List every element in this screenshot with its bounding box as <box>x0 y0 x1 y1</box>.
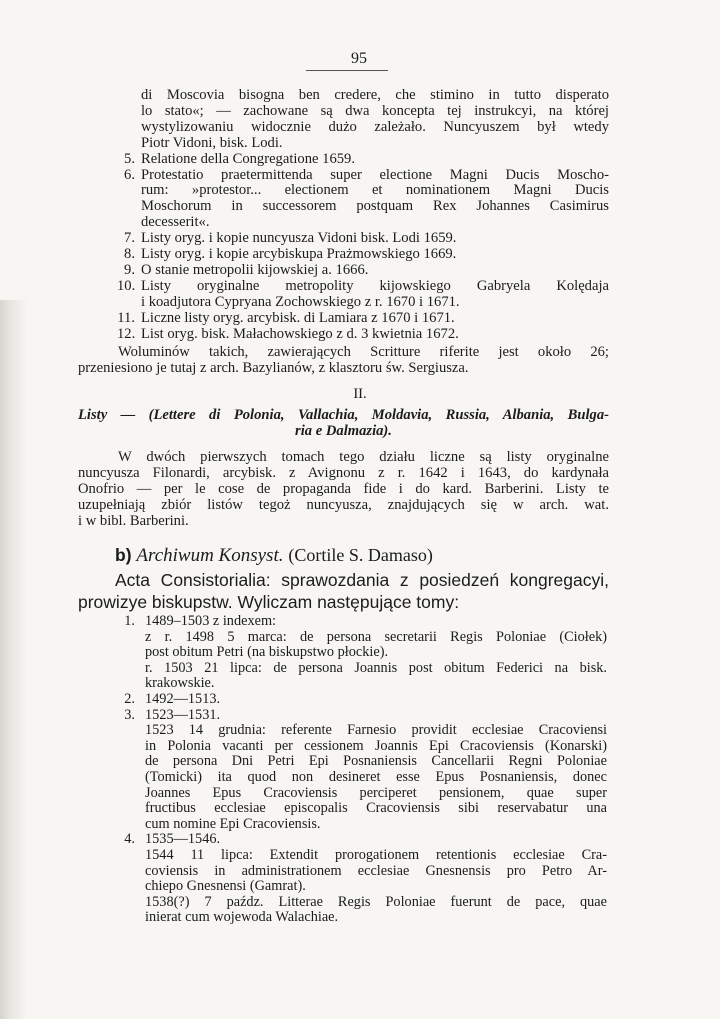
detail-line: cum nomine Epi Cracoviensis. <box>145 816 321 832</box>
detail-line: de persona Dni Petri Epi Posnaniensis Cancellarii Regni Poloniae <box>145 754 607 770</box>
volume-number: 2. <box>124 690 135 707</box>
section-subtitle: (Cortile S. Damaso) <box>288 545 433 565</box>
section-b-heading <box>115 545 609 567</box>
list-item <box>117 88 609 152</box>
list-item <box>117 327 609 343</box>
detail-line: z r. 1498 5 marca: de persona secretarii Regis Poloniae (Ciołek) <box>145 629 607 645</box>
volume-number: 3. <box>124 706 135 723</box>
note-line: przeniesiono je tutaj z arch. Bazylianów, z klasztoru św. Sergiusza. <box>78 360 469 376</box>
note-line: Woluminów takich, zawierających Scritture riferite jest około 26; <box>118 345 609 360</box>
volume-title: 1492—1513. <box>145 690 221 707</box>
volumes-note <box>78 345 609 377</box>
paragraph-line: i w bibl. Barberini. <box>78 513 189 529</box>
entry-line: List oryg. bisk. Małachowskiego z d. 3 kwietnia 1672. <box>141 326 459 342</box>
detail-line: inierat cum wojewoda Walachiae. <box>145 910 339 926</box>
list-item <box>117 231 609 247</box>
entry-line: wystylizowaniu widocznie dużo zależało. Nuncyuszem był wtedy <box>141 119 609 135</box>
detail-line: r. 1503 21 lipca: de persona Joannis post obitum Federici na bisk. <box>145 660 607 676</box>
list-item <box>117 311 609 327</box>
volume-title: 1523—1531. <box>145 706 221 723</box>
volume-details <box>115 630 607 692</box>
section-paragraph <box>78 450 609 530</box>
list-item <box>117 279 609 311</box>
entry-line: di Moscovia bisogna ben credere, che stimino in tutto disperato <box>141 88 609 103</box>
list-item <box>117 247 609 263</box>
list-item <box>117 263 609 279</box>
page-number-rule <box>306 70 388 71</box>
detail-line: 1523 14 grudnia: referente Farnesio providit ecclesiae Cracoviensi <box>145 723 607 739</box>
entry-line: lo stato«; — zachowane są dwa koncepta tej instrukcyi, na której <box>141 103 609 119</box>
volume-details <box>115 723 607 832</box>
heading-line: ria e Dalmazia). <box>295 423 392 439</box>
entry-number: 12. <box>117 325 136 342</box>
paragraph-line: nuncyusza Filonardi, arcybisk. z Avignonu z r. 1642 i 1643, do kardynała <box>78 465 609 481</box>
intro-line: prowizye biskupstw. Wyliczam następujące tomy: <box>78 591 460 612</box>
detail-line: 1538(?) 7 paźdz. Litterae Regis Poloniae fuerunt de pace, quae <box>145 894 607 910</box>
detail-line: coviensis in administrationem ecclesiae Gnesnensis pro Petro Ar- <box>145 863 607 879</box>
entry-number: 10. <box>117 277 136 294</box>
section-marker: b) <box>115 545 132 565</box>
entry-line: rum: »protestor... electionem et nominationem Magni Ducis <box>141 183 609 199</box>
list-item <box>117 168 609 232</box>
detail-line: krakowskie. <box>145 676 215 692</box>
detail-line: (Tomicki) ita quod non desineret esse Epus Posnaniensis, donec <box>145 769 607 785</box>
list-item <box>115 614 607 630</box>
volume-number: 4. <box>124 831 135 848</box>
volume-details <box>115 848 607 926</box>
entry-line: Listy oryg. i kopie nuncyusza Vidoni bisk. Lodi 1659. <box>141 231 457 247</box>
intro-line: Acta Consistorialia: sprawozdania z posiedzeń kongregacyi, <box>115 570 609 590</box>
list-item <box>115 832 607 848</box>
section-title: Archiwum Konsyst. <box>136 545 284 566</box>
detail-line: fructibus ecclesiae episcopalis Cracoviensis sibi reservabatur una <box>145 801 607 817</box>
entry-line: Piotr Vidoni, bisk. Lodi. <box>141 135 283 151</box>
entry-number: 6. <box>124 166 135 183</box>
detail-line: 1544 11 lipca: Extendit prorogationem retentionis ecclesiae Cra- <box>145 847 607 863</box>
detail-line: chiepo Gnesnensi (Gamrat). <box>145 879 306 895</box>
detail-line: Joannes Epus Cracoviensis perciperet pensionem, quae super <box>145 785 607 801</box>
entry-line: O stanie metropolii kijowskiej a. 1666. <box>141 262 369 278</box>
entry-line: Protestatio praetermittenda super electione Magni Ducis Moscho- <box>141 167 609 183</box>
list-item <box>117 152 609 168</box>
entry-line: Listy oryginalne metropolity kijowskiego Gabryela Kolędaja <box>141 278 609 294</box>
volume-title: 1489–1503 z indexem: <box>145 613 277 629</box>
page-number: 95 <box>351 50 367 67</box>
volume-number: 1. <box>124 613 135 629</box>
entry-line: decesserit«. <box>141 215 210 231</box>
top-entry-list <box>117 88 609 343</box>
entry-line: i koadjutora Cypryana Zochowskiego z r. 1670 i 1671. <box>141 294 460 310</box>
entry-number: 8. <box>124 246 135 263</box>
entry-number: 11. <box>117 309 135 326</box>
heading-line: Listy — (Lettere di Polonia, Vallachia, Moldavia, Russia, Albania, Bulga- <box>78 408 609 423</box>
entry-number: 7. <box>124 230 135 247</box>
volume-list <box>115 614 607 926</box>
entry-number <box>117 88 135 152</box>
section-numeral: II. <box>353 386 367 402</box>
detail-line: post obitum Petri (na biskupstwo płockie). <box>145 645 389 661</box>
list-item <box>115 692 607 708</box>
detail-line: in Polonia vacanti per cessionem Joannis Epi Cracoviensis (Konarski) <box>145 738 607 754</box>
entry-line: Relatione della Congregatione 1659. <box>141 151 355 167</box>
entry-line: Listy oryg. i kopie arcybiskupa Prażmowskiego 1669. <box>141 247 457 263</box>
entry-line: Moschorum in successorem postquam Rex Johannes Casimirus <box>141 199 609 215</box>
list-item <box>115 708 607 724</box>
paragraph-line: W dwóch pierwszych tomach tego działu liczne są listy oryginalne <box>118 450 609 465</box>
entry-number: 9. <box>124 261 135 278</box>
entry-number: 5. <box>124 150 135 167</box>
paragraph-line: Onofrio — per le cose de propaganda fide i do kard. Barberini. Listy te <box>78 481 609 497</box>
paragraph-line: uzupełniają zbiór listów tegoż nuncyusza, znajdujących się w arch. wat. <box>78 497 609 513</box>
volume-title: 1535—1546. <box>145 831 221 848</box>
entry-line: Liczne listy oryg. arcybisk. di Lamiara z 1670 i 1671. <box>141 310 455 326</box>
scan-edge-shadow <box>0 300 28 1019</box>
section-heading <box>78 408 609 440</box>
section-b-intro <box>78 570 609 613</box>
